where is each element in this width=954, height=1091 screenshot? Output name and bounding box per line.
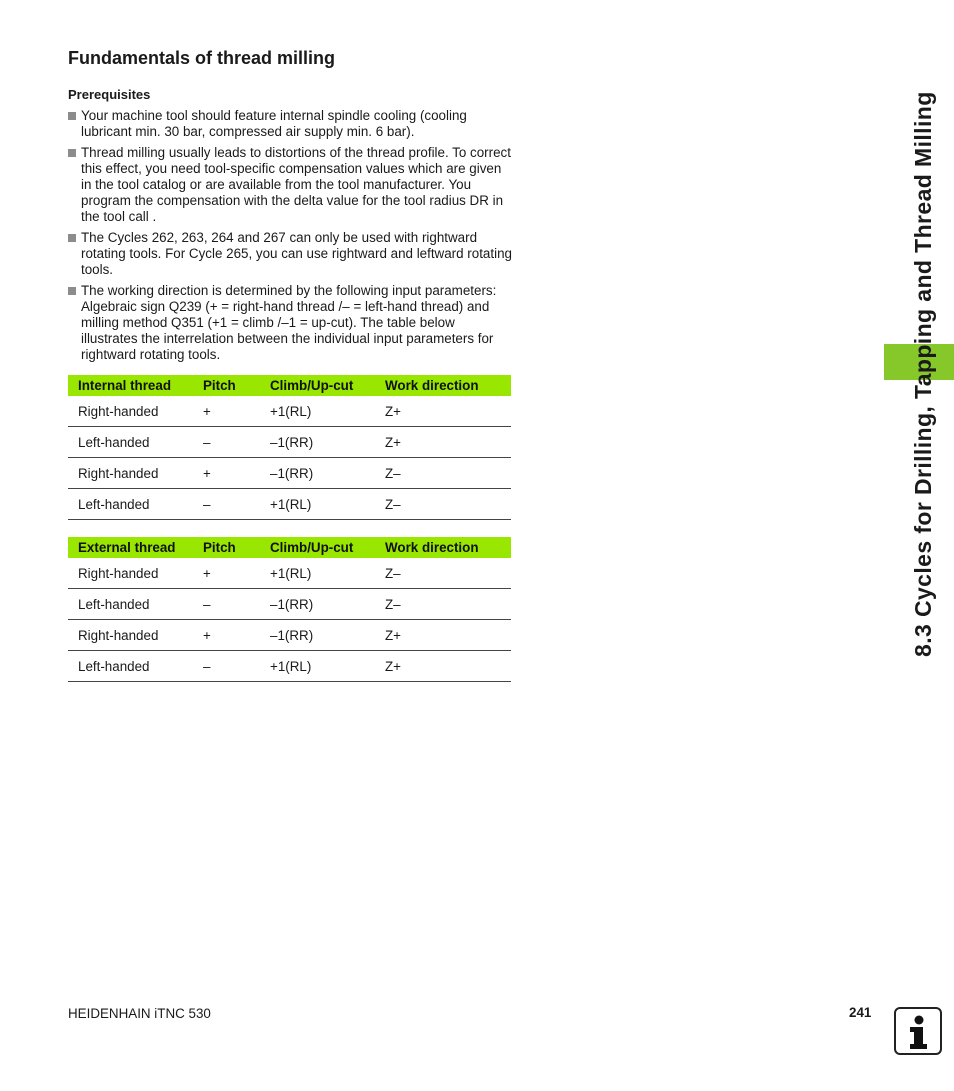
table-cell: –1(RR) bbox=[260, 620, 375, 651]
table-cell: –1(RR) bbox=[260, 589, 375, 620]
table-cell: +1(RL) bbox=[260, 651, 375, 682]
internal-thread-table bbox=[68, 375, 511, 520]
prerequisites-list bbox=[68, 108, 512, 368]
list-item-text: The working direction is determined by the following input parameters: Algebraic sign Q239 (+ = right-hand thread /– = left-hand thread) and milling method Q351 (+1 = climb /–1 = up-cut). The table below illustrates the interrelation between the individual input parameters for rightward rotating tools. bbox=[81, 283, 497, 362]
table-cell: –1(RR) bbox=[260, 427, 375, 458]
list-item bbox=[68, 108, 512, 140]
section-title: Fundamentals of thread milling bbox=[68, 48, 336, 68]
column-header: Work direction bbox=[375, 375, 511, 396]
column-header: Internal thread bbox=[68, 375, 193, 396]
table-cell: –1(RR) bbox=[260, 458, 375, 489]
info-icon bbox=[894, 1007, 942, 1055]
footer-manual-name: HEIDENHAIN iTNC 530 bbox=[68, 1006, 211, 1021]
table-cell: Z+ bbox=[375, 651, 511, 682]
table-cell: Z+ bbox=[375, 427, 511, 458]
table-row bbox=[68, 489, 511, 520]
column-header: Climb/Up-cut bbox=[260, 537, 375, 558]
list-item bbox=[68, 230, 512, 278]
table-header-row bbox=[68, 537, 511, 558]
table-cell: – bbox=[193, 427, 260, 458]
table-cell: +1(RL) bbox=[260, 558, 375, 589]
prerequisites-title: Prerequisites bbox=[68, 87, 151, 102]
table-header-row bbox=[68, 375, 511, 396]
list-item bbox=[68, 145, 512, 225]
table-cell: Right-handed bbox=[68, 558, 193, 589]
column-header: Climb/Up-cut bbox=[260, 375, 375, 396]
table-cell: + bbox=[193, 458, 260, 489]
square-bullet-icon bbox=[68, 112, 76, 120]
table-cell: +1(RL) bbox=[260, 489, 375, 520]
table-cell: Right-handed bbox=[68, 620, 193, 651]
list-item-text: The Cycles 262, 263, 264 and 267 can only be used with rightward rotating tools. For Cycle 265, you can use rightward and leftward rotating tools. bbox=[81, 230, 512, 277]
table-cell: Left-handed bbox=[68, 489, 193, 520]
list-item-text: Your machine tool should feature internal spindle cooling (cooling lubricant min. 30 bar, compressed air supply min. 6 bar). bbox=[81, 108, 467, 139]
table-row bbox=[68, 458, 511, 489]
table-cell: Z+ bbox=[375, 620, 511, 651]
table-cell: Z– bbox=[375, 489, 511, 520]
chapter-title: 8.3 Cycles for Drilling, Tapping and Thread Milling bbox=[910, 91, 936, 657]
table-cell: Right-handed bbox=[68, 458, 193, 489]
table-row bbox=[68, 396, 511, 427]
list-item-text: Thread milling usually leads to distortions of the thread profile. To correct this effect, you need tool-specific compensation values which are given in the tool catalog or are available from the tool manufacturer. You program the compensation with the delta value for the tool radius DR in the tool call . bbox=[81, 145, 511, 224]
table-cell: + bbox=[193, 620, 260, 651]
external-thread-table bbox=[68, 537, 511, 682]
list-item bbox=[68, 283, 512, 363]
table-cell: – bbox=[193, 489, 260, 520]
table-row bbox=[68, 651, 511, 682]
table-cell: Left-handed bbox=[68, 427, 193, 458]
table-row bbox=[68, 589, 511, 620]
table-cell: Z– bbox=[375, 458, 511, 489]
table-cell: Z+ bbox=[375, 396, 511, 427]
square-bullet-icon bbox=[68, 149, 76, 157]
column-header: External thread bbox=[68, 537, 193, 558]
table-row bbox=[68, 558, 511, 589]
table-cell: + bbox=[193, 396, 260, 427]
column-header: Pitch bbox=[193, 537, 260, 558]
column-header: Pitch bbox=[193, 375, 260, 396]
table-cell: Right-handed bbox=[68, 396, 193, 427]
table-cell: Z– bbox=[375, 558, 511, 589]
info-glyph bbox=[896, 1009, 940, 1053]
table-cell: – bbox=[193, 651, 260, 682]
table-cell: Left-handed bbox=[68, 589, 193, 620]
page-number: 241 bbox=[849, 1005, 872, 1020]
column-header: Work direction bbox=[375, 537, 511, 558]
table-row bbox=[68, 620, 511, 651]
table-cell: Left-handed bbox=[68, 651, 193, 682]
square-bullet-icon bbox=[68, 234, 76, 242]
square-bullet-icon bbox=[68, 287, 76, 295]
table-cell: +1(RL) bbox=[260, 396, 375, 427]
table-cell: Z– bbox=[375, 589, 511, 620]
table-cell: – bbox=[193, 589, 260, 620]
table-row bbox=[68, 427, 511, 458]
table-cell: + bbox=[193, 558, 260, 589]
